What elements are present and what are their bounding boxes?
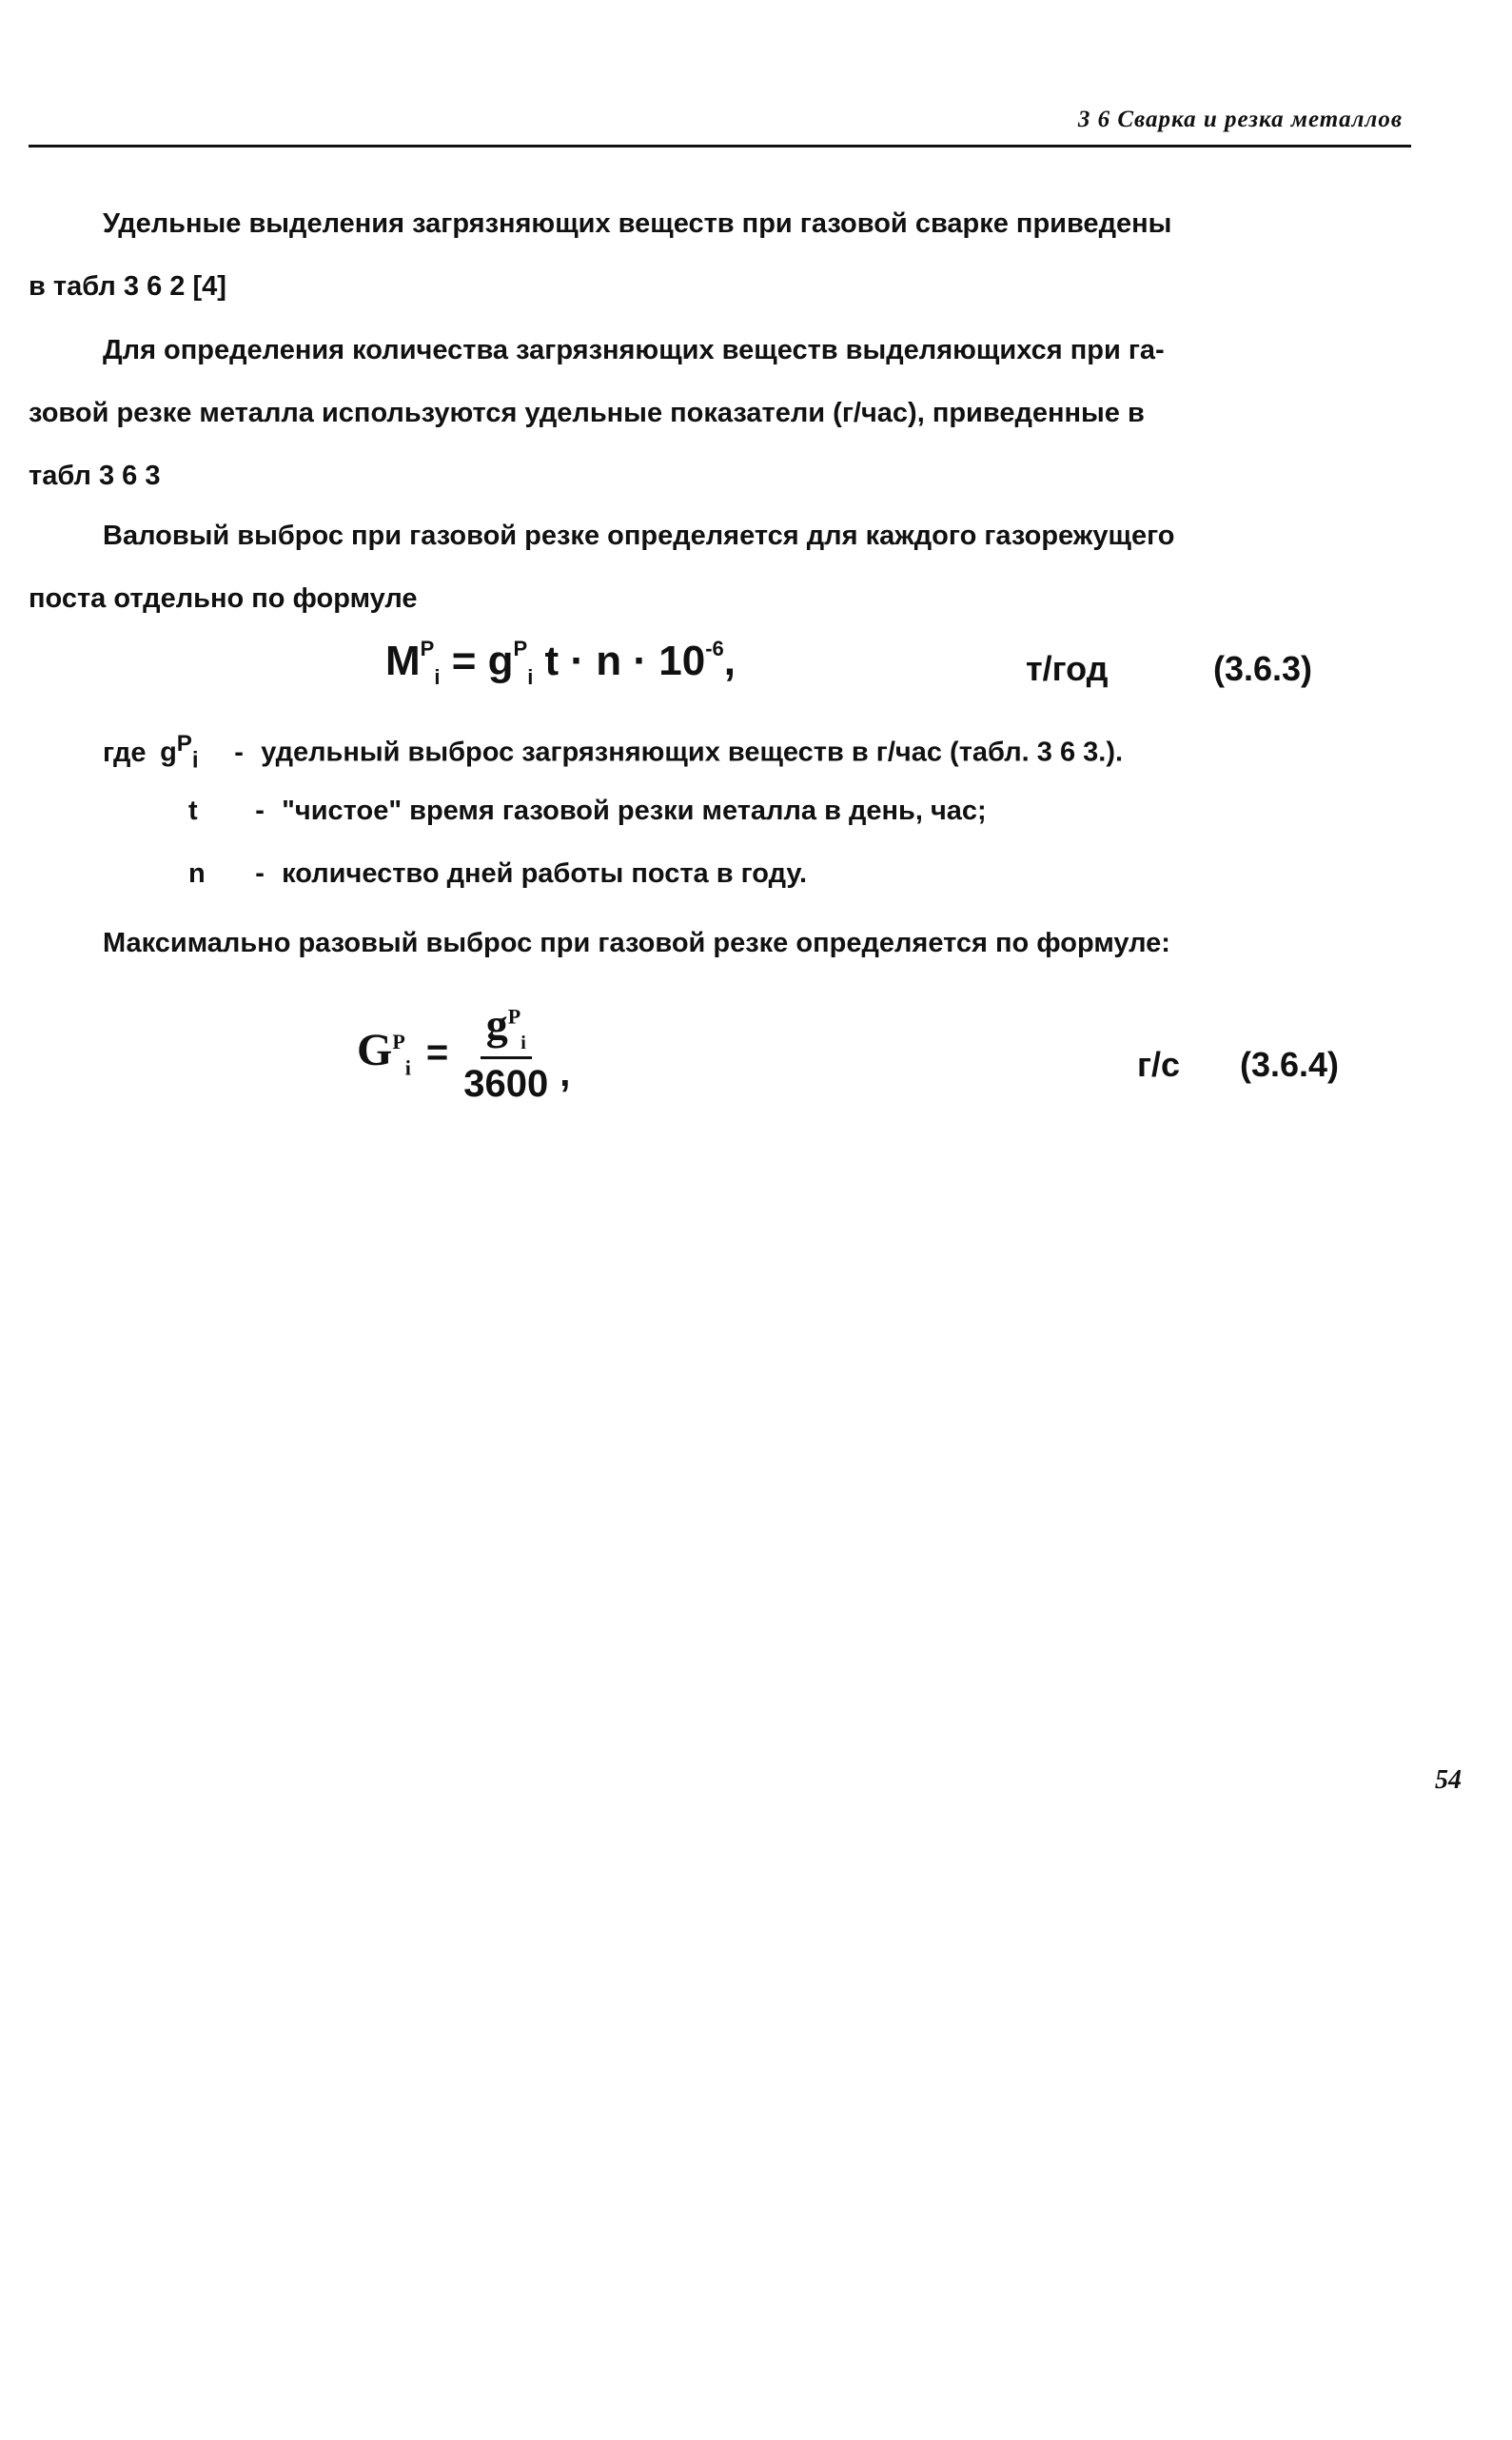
formula-equals: = (425, 1031, 449, 1073)
definition-sub: i (191, 747, 199, 774)
formula-sup: P (507, 1004, 521, 1029)
paragraph-line: поста отдельно по формуле (29, 583, 418, 614)
definition-dash: - (255, 796, 265, 826)
running-header: 3 6 Сварка и резка металлов (1077, 107, 1403, 132)
formula-rest: t · n · 10 (533, 638, 706, 684)
definition-n (188, 858, 807, 890)
formula-comma: , (723, 638, 736, 684)
header-rule (29, 145, 1411, 148)
formula-sub: i (527, 664, 534, 689)
formula-sub: i (520, 1033, 526, 1054)
definition-dash: - (255, 858, 265, 889)
formula-symbol-g: g (487, 638, 514, 684)
paragraph-welding-emissions (29, 192, 1171, 318)
formula-symbol-g: g (485, 1000, 508, 1049)
formula-unit: г/с (1137, 1045, 1181, 1084)
formula-symbol-m: M (385, 638, 421, 684)
definition-sup: P (176, 731, 192, 757)
formula-unit: т/год (1026, 649, 1109, 688)
definition-t (188, 796, 987, 827)
paragraph-max-emission: Максимально разовый выброс при газовой резке определяется по формуле: (103, 928, 1170, 958)
formula-3-6-3 (385, 638, 736, 690)
definition-text: удельный выброс загрязняющих веществ в г/час (табл. 3 6 3.). (261, 737, 1124, 768)
fraction-denominator: 3600 (463, 1063, 549, 1106)
equation-number: (3.6.3) (1213, 649, 1313, 688)
paragraph-gross-emission (29, 504, 1174, 630)
formula-sup: P (392, 1030, 405, 1054)
formula-fraction (463, 999, 548, 1106)
definition-text: количество дней работы поста в году. (282, 858, 808, 889)
definition-text: "чистое" время газовой резки металла в день, час; (282, 796, 987, 826)
paragraph-line: в табл 3 6 2 [4] (29, 271, 226, 302)
formula-3-6-4 (357, 999, 570, 1106)
definition-symbol (160, 731, 217, 774)
paragraph-cutting-indicators (29, 319, 1165, 507)
definition-where: где (103, 737, 147, 768)
formula-sup: P (420, 637, 435, 661)
paragraph-line: Валовый выброс при газовой резке определяется для каждого газорежущего (103, 521, 1175, 551)
formula-symbol-g-upper: G (357, 1025, 393, 1076)
formula-sub: i (434, 664, 441, 689)
definition-symbol-g: g (160, 737, 177, 768)
formula-exponent: -6 (705, 637, 724, 661)
formula-sup: P (513, 637, 528, 661)
paragraph-line: Удельные выделения загрязняющих веществ при газовой сварке приведены (103, 208, 1172, 239)
definition-g (103, 731, 1123, 774)
page-number: 54 (1435, 1765, 1462, 1795)
formula-equals: = (451, 638, 488, 684)
paragraph-line: табл 3 6 3 (29, 461, 161, 491)
definition-symbol-n: n (188, 858, 206, 889)
formula-lhs (357, 1024, 411, 1081)
fraction-numerator (481, 999, 532, 1059)
paragraph-line: зовой резке металла используются удельные показатели (г/час), приведенные в (29, 398, 1145, 428)
equation-number: (3.6.4) (1240, 1045, 1340, 1084)
definition-dash: - (234, 737, 244, 768)
formula-comma: , (560, 1052, 571, 1094)
formula-sub: i (404, 1055, 411, 1080)
paragraph-line: Для определения количества загрязняющих веществ выделяющихся при га- (103, 335, 1165, 365)
definition-symbol-t: t (188, 796, 198, 826)
